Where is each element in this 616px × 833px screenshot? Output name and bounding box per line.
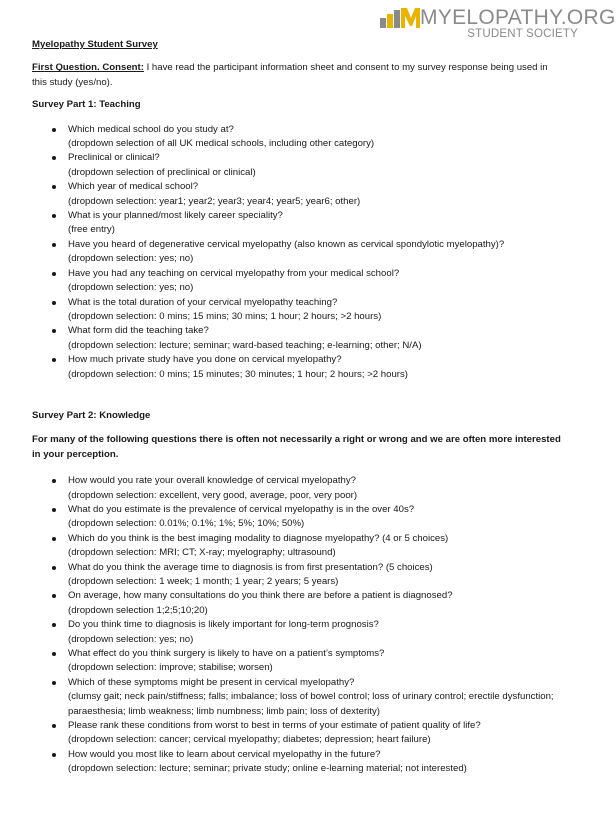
question-answer-options: (dropdown selection of preclinical or clinical) [68, 166, 256, 178]
question-answer-options: (dropdown selection: yes; no) [68, 633, 194, 645]
bullet-icon [52, 594, 56, 598]
survey-question-item [32, 647, 562, 676]
question-text: Preclinical or clinical? [68, 152, 160, 164]
part1-heading: Survey Part 1: Teaching [32, 99, 141, 111]
question-answer-options: (dropdown selection: MRI; CT; X-ray; myelography; ultrasound) [68, 547, 336, 559]
question-answer-options: (dropdown selection: 0 mins; 15 mins; 30 mins; 1 hour; 2 hours; >2 hours) [68, 310, 382, 322]
question-answer-options: (dropdown selection of all UK medical schools, including other category) [68, 138, 375, 150]
logo-subtitle: STUDENT SOCIETY [467, 28, 578, 40]
survey-question-item [32, 324, 562, 353]
question-answer-options: (dropdown selection: yes; no) [68, 282, 194, 294]
bullet-icon [52, 537, 56, 541]
question-text: Which year of medical school? [68, 181, 199, 193]
survey-question-item [32, 353, 562, 382]
question-text: What do you think the average time to diagnosis is from first presentation? (5 choices) [68, 561, 433, 573]
bullet-icon [52, 156, 56, 160]
consent-label: First Question. Consent: [32, 62, 144, 74]
bullet-icon [52, 329, 56, 333]
question-text: Which do you think is the best imaging modality to diagnose myelopathy? (4 or 5 choices) [68, 532, 449, 544]
survey-question-item [32, 748, 562, 777]
question-text: Please rank these conditions from worst to best in terms of your estimate of patient quality of life? [68, 720, 481, 732]
survey-question-item [32, 123, 562, 152]
question-answer-options: (dropdown selection: lecture; seminar; private study; online e-learning material; not interested) [68, 763, 467, 775]
bullet-icon [52, 681, 56, 685]
survey-question-item [32, 618, 562, 647]
question-text: Have you had any teaching on cervical myelopathy from your medical school? [68, 267, 400, 279]
survey-question-item [32, 719, 562, 748]
question-answer-options: (dropdown selection: improve; stabilise; worsen) [68, 662, 273, 674]
survey-question-item [32, 503, 562, 532]
question-answer-options: (dropdown selection: 0 mins; 15 minutes; 30 minutes; 1 hour; 2 hours; >2 hours) [68, 368, 408, 380]
question-text: Which of these symptoms might be present in cervical myelopathy? [68, 676, 355, 688]
bullet-icon [52, 272, 56, 276]
survey-question-item [32, 589, 562, 618]
question-text: What is the total duration of your cervical myelopathy teaching? [68, 296, 338, 308]
question-answer-options: (clumsy gait; neck pain/stiffness; falls; imbalance; loss of bowel control; loss of urinary control; erectile dysfunction; paraesthesia; limb weakness; limb numbness; limb pain; loss of dexterity) [68, 691, 554, 717]
part2-heading: Survey Part 2: Knowledge [32, 409, 151, 421]
survey-question-item [32, 474, 562, 503]
question-answer-options: (dropdown selection: excellent, very good, average, poor, very poor) [68, 489, 358, 501]
bullet-icon [52, 479, 56, 483]
survey-question-item [32, 209, 562, 238]
question-answer-options: (free entry) [68, 224, 115, 236]
consent-text: I have read the participant information sheet and consent to my survey response being used in this study (yes/no). [32, 62, 548, 88]
question-answer-options: (dropdown selection: 1 week; 1 month; 1 year; 2 years; 5 years) [68, 576, 339, 587]
logo-bars-icon [380, 6, 420, 30]
survey-question-item [32, 267, 562, 296]
part2-question-list [32, 474, 562, 777]
question-text: On average, how many consultations do you think there are before a patient is diagnosed? [68, 590, 453, 602]
question-text: How would you most like to learn about cervical myelopathy in the future? [68, 748, 381, 760]
question-answer-options: (dropdown selection: cancer; cervical myelopathy; diabetes; depression; heart failure) [68, 734, 431, 746]
bullet-icon [52, 214, 56, 218]
survey-question-item [32, 151, 562, 180]
question-answer-options: (dropdown selection: yes; no) [68, 253, 194, 265]
bullet-icon [52, 358, 56, 362]
question-answer-options: (dropdown selection: 0.01%; 0.1%; 1%; 5%; 10%; 50%) [68, 518, 305, 530]
bullet-icon [52, 652, 56, 656]
bullet-icon [52, 301, 56, 305]
bullet-icon [52, 724, 56, 728]
survey-question-item [32, 180, 562, 209]
question-text: How would you rate your overall knowledge of cervical myelopathy? [68, 475, 356, 487]
bullet-icon [52, 185, 56, 189]
document-title: Myelopathy Student Survey [32, 39, 158, 50]
question-answer-options: (dropdown selection 1;2;5;10;20) [68, 604, 208, 616]
part2-intro: For many of the following questions there is often not necessarily a right or wrong and we are often more interested in your perception. [32, 434, 561, 460]
bullet-icon [52, 128, 56, 132]
question-text: Do you think time to diagnosis is likely important for long-term prognosis? [68, 619, 379, 631]
part1-question-list [32, 123, 562, 382]
question-text: Have you heard of degenerative cervical myelopathy (also known as cervical spondylotic myelopathy)? [68, 238, 505, 250]
survey-question-item [32, 296, 562, 325]
survey-question-item [32, 561, 562, 590]
question-text: Which medical school do you study at? [68, 123, 234, 135]
bullet-icon [52, 566, 56, 570]
question-text: How much private study have you done on cervical myelopathy? [68, 354, 342, 366]
survey-question-item [32, 676, 562, 719]
survey-question-item [32, 532, 562, 561]
bullet-icon [52, 753, 56, 757]
bullet-icon [52, 623, 56, 627]
bullet-icon [52, 508, 56, 512]
question-answer-options: (dropdown selection: year1; year2; year3; year4; year5; year6; other) [68, 195, 361, 207]
consent-question [32, 61, 562, 90]
survey-question-item [32, 238, 562, 267]
survey-document [32, 38, 562, 777]
question-text: What form did the teaching take? [68, 325, 209, 337]
question-text: What effect do you think surgery is likely to have on a patient’s symptoms? [68, 648, 385, 660]
question-text: What do you estimate is the prevalence of cervical myelopathy is in the over 40s? [68, 503, 415, 515]
bullet-icon [52, 243, 56, 247]
question-text: What is your planned/most likely career speciality? [68, 210, 283, 222]
logo-title: MYELOPATHY.ORG [420, 6, 616, 29]
question-answer-options: (dropdown selection: lecture; seminar; ward-based teaching; e-learning; other; N/A) [68, 339, 422, 351]
